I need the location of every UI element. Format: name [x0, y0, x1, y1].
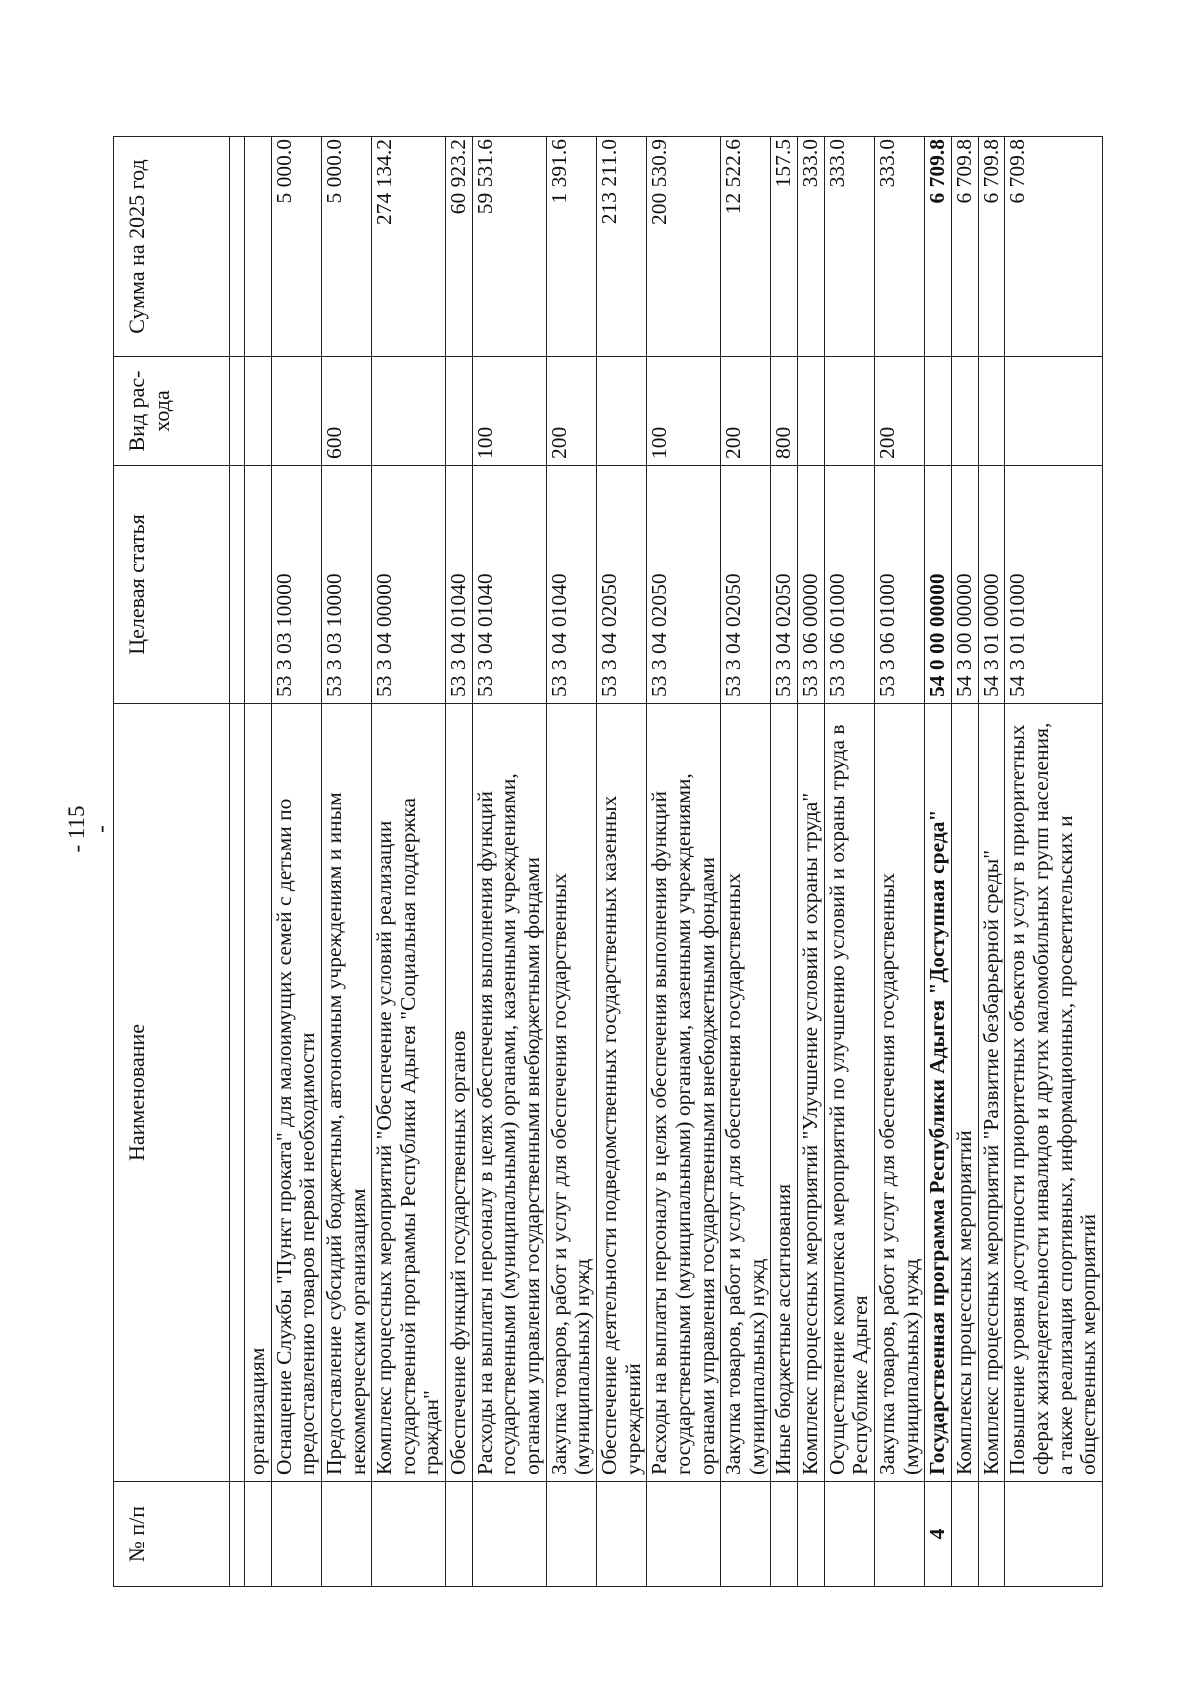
table-row — [824, 137, 874, 1587]
cell-no — [446, 1482, 473, 1587]
cell-sum: 1 391.6 — [546, 137, 596, 357]
cell-sum: 200 530.9 — [647, 137, 721, 357]
header-name: Наименование — [114, 704, 230, 1482]
cell-sum — [245, 137, 272, 357]
page-number: - 115 - — [64, 805, 113, 853]
cell-sum: 60 923.2 — [446, 137, 473, 357]
header-spacer-row — [230, 137, 245, 1587]
cell-type — [596, 357, 646, 466]
cell-article: 54 3 01 01000 — [1005, 466, 1103, 704]
table-row — [875, 137, 925, 1587]
cell-type — [824, 357, 874, 466]
cell-type — [271, 357, 321, 466]
cell-sum: 5 000.0 — [321, 137, 371, 357]
cell-no — [596, 1482, 646, 1587]
table-row — [245, 137, 272, 1587]
cell-sum: 6 709.8 — [978, 137, 1005, 357]
table-header-row — [114, 137, 230, 1587]
cell-no — [824, 1482, 874, 1587]
cell-type — [798, 357, 825, 466]
cell-sum: 157.5 — [771, 137, 798, 357]
cell-no — [546, 1482, 596, 1587]
cell-article: 53 3 04 02050 — [647, 466, 721, 704]
cell-name: организациям — [245, 704, 272, 1482]
cell-name: Комплекс процессных мероприятий "Развитие безбарьерной среды" — [978, 704, 1005, 1482]
cell-no — [771, 1482, 798, 1587]
cell-name: Закупка товаров, работ и услуг для обеспечения государственных (муниципальных) нужд — [875, 704, 925, 1482]
rotated-table-area — [113, 137, 1101, 1587]
cell-article: 53 3 06 01000 — [875, 466, 925, 704]
cell-name: Комплекс процессных мероприятий "Обеспечение условий реализации государственной программы Республики Адыгея "Социальная поддержка граждан" — [372, 704, 446, 1482]
cell-sum: 333.0 — [798, 137, 825, 357]
table-row — [372, 137, 446, 1587]
cell-sum: 6 709.8 — [925, 137, 952, 357]
cell-type: 200 — [546, 357, 596, 466]
cell-type — [1005, 357, 1103, 466]
cell-type — [245, 357, 272, 466]
cell-name: Обеспечение функций государственных органов — [446, 704, 473, 1482]
table-row — [771, 137, 798, 1587]
cell-no: 4 — [925, 1482, 952, 1587]
cell-sum: 213 211.0 — [596, 137, 646, 357]
header-no: № п/п — [114, 1482, 230, 1587]
cell-no — [978, 1482, 1005, 1587]
table-row — [596, 137, 646, 1587]
cell-no — [472, 1482, 546, 1587]
cell-name: Расходы на выплаты персоналу в целях обеспечения выполнения функций государственными (муниципальными) органами, казенными учреждениями, органами управления государственными внебюджетными фондами — [472, 704, 546, 1482]
cell-no — [271, 1482, 321, 1587]
table-row — [978, 137, 1005, 1587]
cell-article: 54 3 00 00000 — [951, 466, 978, 704]
cell-article: 53 3 04 01040 — [446, 466, 473, 704]
cell-article: 53 3 03 10000 — [271, 466, 321, 704]
table-row — [546, 137, 596, 1587]
cell-name: Закупка товаров, работ и услуг для обеспечения государственных (муниципальных) нужд — [546, 704, 596, 1482]
cell-no — [951, 1482, 978, 1587]
cell-name: Предоставление субсидий бюджетным, автономным учреждениям и иным некоммерческим организациям — [321, 704, 371, 1482]
cell-article: 53 3 04 02050 — [721, 466, 771, 704]
table-row — [647, 137, 721, 1587]
table-row — [472, 137, 546, 1587]
cell-article: 53 3 04 01040 — [472, 466, 546, 704]
header-sum: Сумма на 2025 год — [114, 137, 230, 357]
cell-name: Иные бюджетные ассигнования — [771, 704, 798, 1482]
cell-no — [245, 1482, 272, 1587]
cell-type: 200 — [875, 357, 925, 466]
cell-article — [245, 466, 272, 704]
cell-no — [321, 1482, 371, 1587]
budget-table — [113, 136, 1103, 1587]
cell-sum: 6 709.8 — [1005, 137, 1103, 357]
table-row — [1005, 137, 1103, 1587]
cell-no — [647, 1482, 721, 1587]
cell-name: Повышение уровня доступности приоритетных объектов и услуг в приоритетных сферах жизнедеятельности инвалидов и других маломобильных групп населения, а также реализация спортивных, информационных, просветительских и общественных мероприятий — [1005, 704, 1103, 1482]
cell-no — [875, 1482, 925, 1587]
table-row — [925, 137, 952, 1587]
cell-name: Комплекс процессных мероприятий "Улучшение условий и охраны труда" — [798, 704, 825, 1482]
cell-article: 53 3 04 01040 — [546, 466, 596, 704]
cell-no — [798, 1482, 825, 1587]
cell-sum: 333.0 — [824, 137, 874, 357]
table-row — [271, 137, 321, 1587]
cell-name: Закупка товаров, работ и услуг для обеспечения государственных (муниципальных) нужд — [721, 704, 771, 1482]
cell-sum: 274 134.2 — [372, 137, 446, 357]
table-row — [798, 137, 825, 1587]
cell-name: Оснащение Службы "Пункт проката" для малоимущих семей с детьми по предоставлению товаров первой необходимости — [271, 704, 321, 1482]
cell-type — [978, 357, 1005, 466]
cell-sum: 12 522.6 — [721, 137, 771, 357]
cell-name: Обеспечение деятельности подведомственных государственных казенных учреждений — [596, 704, 646, 1482]
cell-type — [446, 357, 473, 466]
cell-sum: 59 531.6 — [472, 137, 546, 357]
cell-article: 53 3 06 00000 — [798, 466, 825, 704]
cell-name: Расходы на выплаты персоналу в целях обеспечения выполнения функций государственными (муниципальными) органами, казенными учреждениями, органами управления государственными внебюджетными фондами — [647, 704, 721, 1482]
header-type: Вид рас- хода — [114, 357, 230, 466]
cell-sum: 6 709.8 — [951, 137, 978, 357]
table-row — [951, 137, 978, 1587]
cell-name: Осуществление комплекса мероприятий по улучшению условий и охраны труда в Республике Адыгея — [824, 704, 874, 1482]
cell-article: 53 3 04 00000 — [372, 466, 446, 704]
cell-article: 54 0 00 00000 — [925, 466, 952, 704]
cell-type — [372, 357, 446, 466]
cell-type: 100 — [472, 357, 546, 466]
table-body — [245, 137, 1103, 1587]
cell-article: 53 3 04 02050 — [596, 466, 646, 704]
cell-article: 53 3 04 02050 — [771, 466, 798, 704]
cell-article: 53 3 03 10000 — [321, 466, 371, 704]
cell-name: Государственная программа Республики Адыгея "Доступная среда" — [925, 704, 952, 1482]
cell-type — [925, 357, 952, 466]
table-row — [321, 137, 371, 1587]
cell-sum: 333.0 — [875, 137, 925, 357]
cell-article: 54 3 01 00000 — [978, 466, 1005, 704]
cell-type: 200 — [721, 357, 771, 466]
cell-type — [951, 357, 978, 466]
cell-no — [721, 1482, 771, 1587]
cell-no — [1005, 1482, 1103, 1587]
cell-sum: 5 000.0 — [271, 137, 321, 357]
header-article: Целевая статья — [114, 466, 230, 704]
budget-table-container — [113, 137, 1101, 1587]
cell-no — [372, 1482, 446, 1587]
table-row — [721, 137, 771, 1587]
cell-type: 100 — [647, 357, 721, 466]
cell-type: 800 — [771, 357, 798, 466]
cell-article: 53 3 06 01000 — [824, 466, 874, 704]
cell-type: 600 — [321, 357, 371, 466]
cell-name: Комплексы процессных мероприятий — [951, 704, 978, 1482]
table-row — [446, 137, 473, 1587]
